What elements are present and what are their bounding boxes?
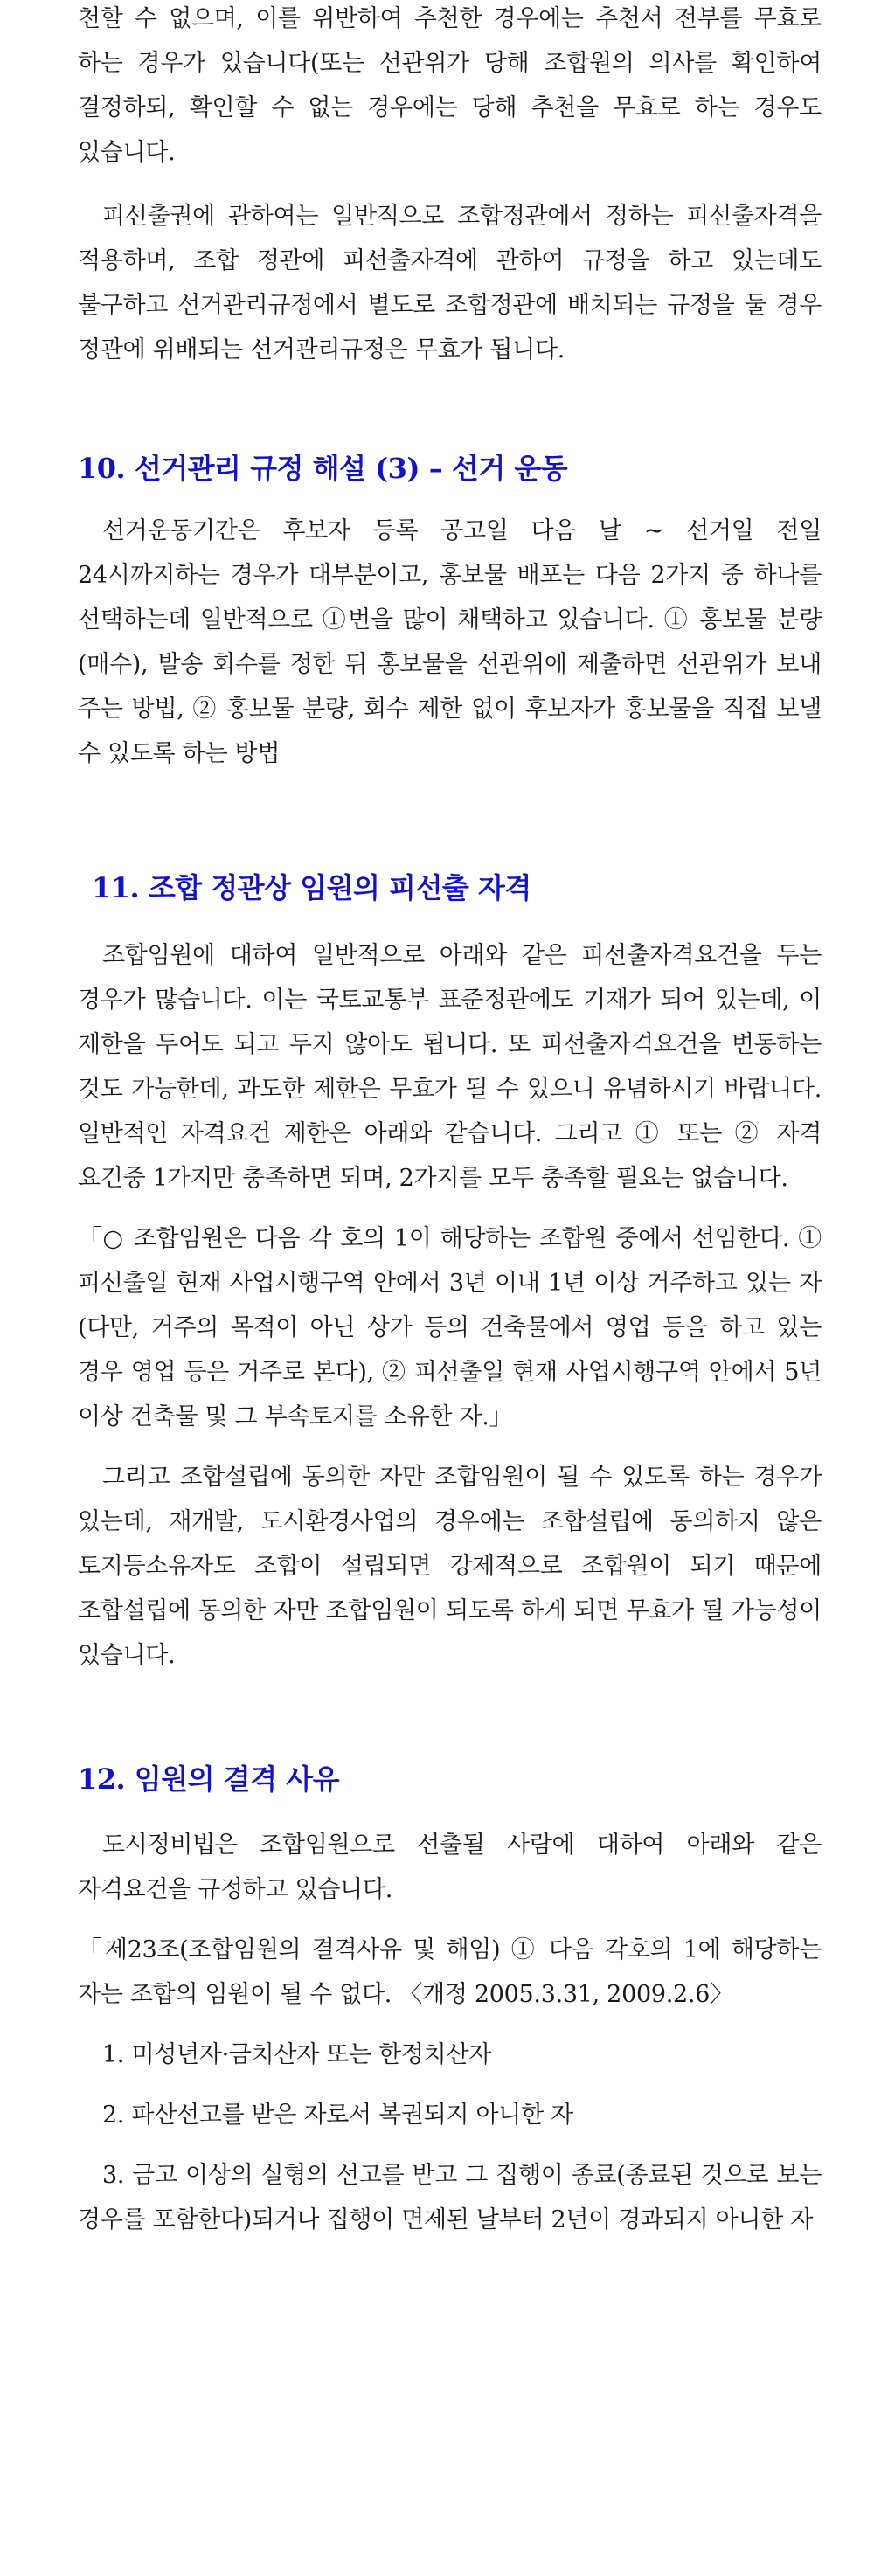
paragraph-urban-law: 도시정비법은 조합임원으로 선출될 사람에 대하여 아래와 같은 자격요건을 규정하고 있습니다. bbox=[78, 1832, 822, 1903]
paragraph-candidate-recommendation: 천할 수 없으며, 이를 위반하여 추천한 경우에는 추천서 전부를 무효로 하는 경우가 있습니다(또는 선관위가 당해 조합원의 의사를 확인하여 결정하되, 확인할 수 없는 경우에는 당해 추천을 무효로 하는 경우도 있습니다. bbox=[78, 5, 822, 166]
section-heading-12: 12. 임원의 결격 사유 bbox=[78, 1762, 339, 1796]
paragraph-campaign: 선거운동기간은 후보자 등록 공고일 다음 날 ~ 선거일 전일 24시까지하는 경우가 대부분이고, 홍보물 배포는 다음 2가지 중 하나를 선택하는데 일반적으로 ①번을 많이 채택하고 있습니다. ① 홍보물 분량(매수), 발송 회수를 정한 뒤 홍보물을 선관위에 제출하면 선관위가 보내 주는 방법, ② 홍보물 분량, 회수 제한 없이 후보자가 홍보물을 직접 보낼 수 있도록 하는 방법 bbox=[78, 517, 822, 767]
list-item-3: 3. 금고 이상의 실형의 선고를 받고 그 집행이 종료(종료된 것으로 보는 경우를 포함한다)되거나 집행이 면제된 날부터 2년이 경과되지 아니한 자 bbox=[78, 2162, 822, 2233]
section-heading-10: 10. 선거관리 규정 해설 (3) – 선거 운동 bbox=[78, 452, 568, 485]
list-item-1: 1. 미성년자·금치산자 또는 한정치산자 bbox=[102, 2041, 492, 2068]
paragraph-quoted-article: 「○ 조합임원은 다음 각 호의 1이 해당하는 조합원 중에서 선임한다. ① 피선출일 현재 사업시행구역 안에서 3년 이내 1년 이상 거주하고 있는 자(다만, 거주의 목적이 아닌 상가 등의 건축물에서 영업 등을 하고 있는 경우 영업 등은 거주로 본다), ② 피선출일 현재 사업시행구역 안에서 5년 이상 건축물 및 그 부속토지를 소유한 자.」 bbox=[78, 1225, 822, 1430]
paragraph-article-23: 「제23조(조합임원의 결격사유 및 해임) ① 다음 각호의 1에 해당하는 자는 조합의 임원이 될 수 없다. 〈개정 2005.3.31, 2009.2.6〉 bbox=[78, 1936, 822, 2008]
paragraph-officer-qualification: 조합임원에 대하여 일반적으로 아래와 같은 피선출자격요건을 두는 경우가 많습니다. 이는 국토교통부 표준정관에도 기재가 되어 있는데, 이 제한을 두어도 되고 두지 않아도 됩니다. 또 피선출자격요건을 변동하는 것도 가능한데, 과도한 제한은 무효가 될 수 있으니 유념하시기 바랍니다. 일반적인 자격요건 제한은 아래와 같습니다. 그리고 ① 또는 ② 자격 요건중 1가지만 충족하면 되며, 2가지를 모두 충족할 필요는 없습니다. bbox=[78, 942, 822, 1192]
list-item-2: 2. 파산선고를 받은 자로서 복권되지 아니한 자 bbox=[102, 2102, 573, 2129]
paragraph-consent-requirement: 그리고 조합설립에 동의한 자만 조합임원이 될 수 있도록 하는 경우가 있는데, 재개발, 도시환경사업의 경우에는 조합설립에 동의하지 않은 토지등소유자도 조합이 설립되면 강제적으로 조합원이 되기 때문에 조합설립에 동의한 자만 조합임원이 되도록 하게 되면 무효가 될 가능성이 있습니다. bbox=[78, 1464, 822, 1669]
section-heading-11: 11. 조합 정관상 임원의 피선출 자격 bbox=[92, 871, 531, 904]
paragraph-eligibility: 피선출권에 관하여는 일반적으로 조합정관에서 정하는 피선출자격을 적용하며, 조합 정관에 피선출자격에 관하여 규정을 하고 있는데도 불구하고 선거관리규정에서 별도로 조합정관에 배치되는 규정을 둘 경우 정관에 위배되는 선거관리규정은 무효가 됩니다. bbox=[78, 203, 822, 364]
